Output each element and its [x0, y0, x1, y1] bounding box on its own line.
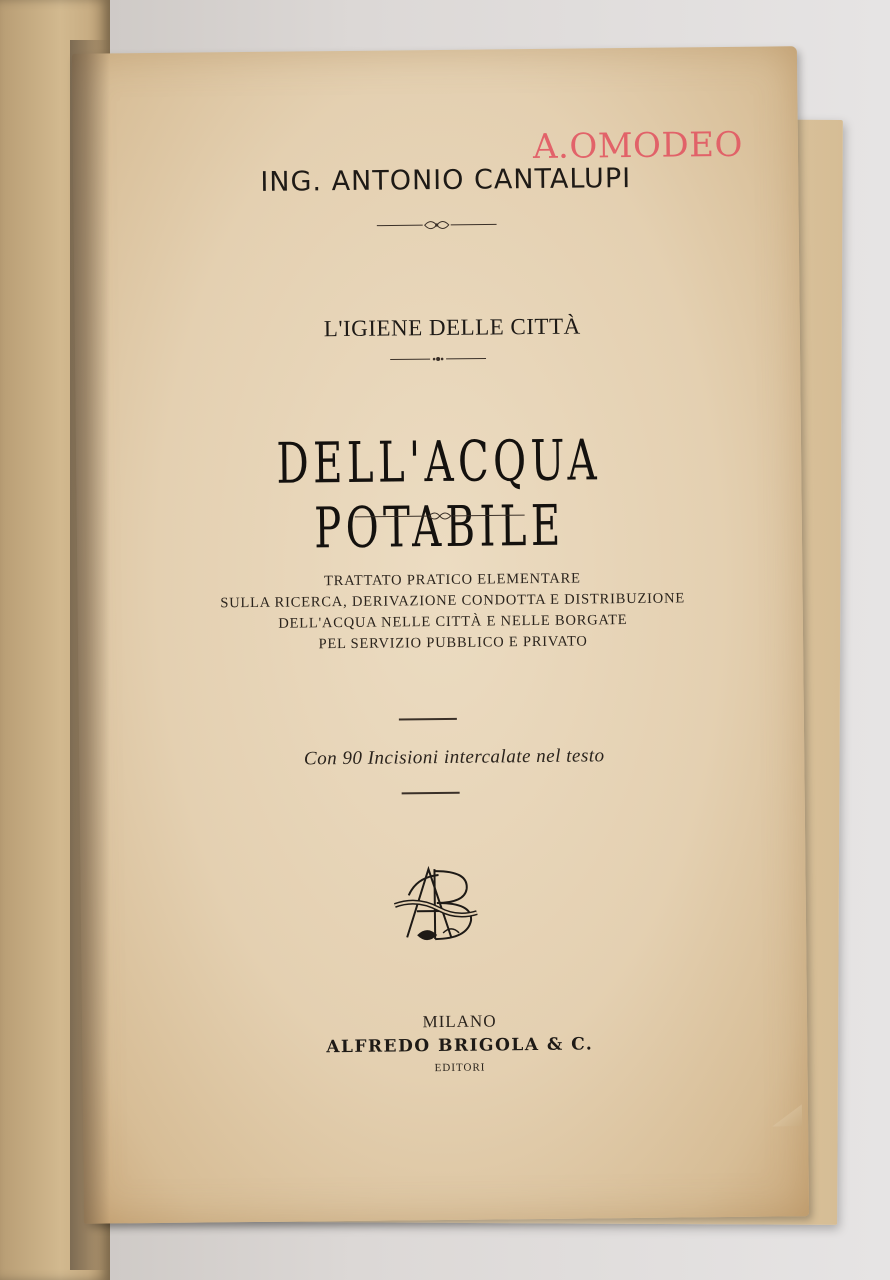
publisher-monogram-icon	[386, 855, 483, 952]
ornament-divider-icon	[376, 217, 496, 232]
description-line: PEL SERVIZIO PUBBLICO E PRIVATO	[318, 633, 588, 653]
description-line: TRATTATO PRATICO ELEMENTARE	[324, 570, 581, 590]
description-line: SULLA RICERCA, DERIVAZIONE CONDOTTA E DISTRIBUZIONE	[220, 590, 686, 612]
divider-rule	[402, 792, 460, 794]
ornament-divider-icon	[354, 509, 524, 523]
description-line: DELL'ACQUA NELLE CITTÀ E NELLE BORGATE	[278, 612, 628, 632]
book-gutter-shadow	[70, 40, 110, 1270]
author-name: ING. ANTONIO CANTALUPI	[260, 162, 632, 198]
divider-rule	[399, 718, 457, 720]
title-page	[72, 46, 809, 1224]
engravings-note: Con 90 Incisioni intercalate nel testo	[303, 745, 605, 770]
ornament-divider-icon	[390, 354, 486, 365]
owner-stamp: A.OMODEO	[532, 124, 744, 168]
series-title: L'IGIENE DELLE CITTÀ	[323, 313, 581, 342]
publisher-name: ALFREDO BRIGOLA & C.	[326, 1034, 594, 1058]
publisher-role: EDITORI	[434, 1061, 486, 1075]
description-block	[77, 566, 803, 658]
main-title: DELL'ACQUA POTABILE	[276, 428, 602, 562]
page-corner-fold	[772, 1104, 802, 1126]
publication-city: MILANO	[422, 1011, 497, 1032]
